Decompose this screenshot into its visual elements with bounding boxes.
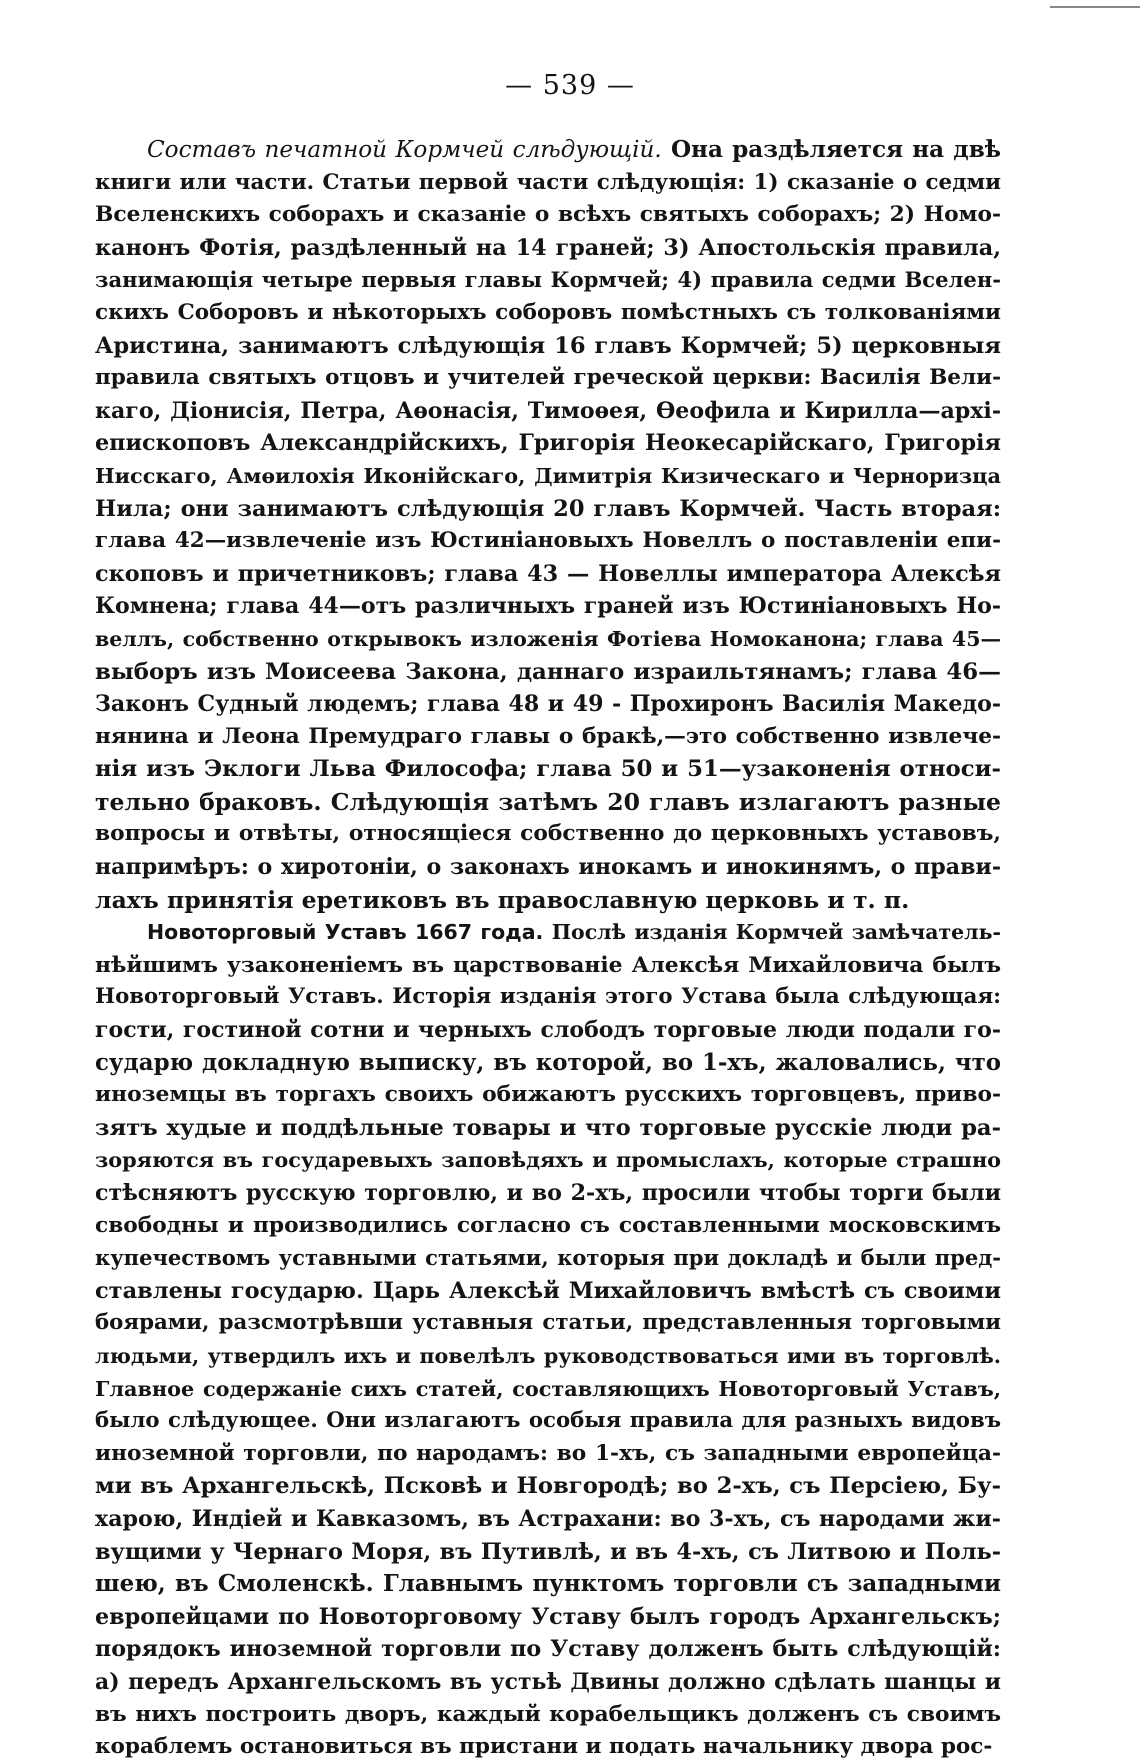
text-line: стѣсняютъ русскую торговлю, и во 2-хъ, просили чтобы торги были	[95, 1180, 1001, 1206]
text-line: европейцами по Новоторговому Уставу былъ городъ Архангельскъ;	[95, 1603, 1001, 1630]
text-line: шею, въ Смоленскѣ. Главнымъ пунктомъ торговли съ западными	[95, 1570, 1001, 1598]
paragraph-novotorgovy-ustav	[95, 916, 1001, 1763]
text-line: выборъ изъ Моисеева Закона, даннаго израильтянамъ; глава 46—	[95, 658, 1001, 685]
text-line: Новоторговый Уставъ. Исторія изданія этого Устава была слѣдующая:	[95, 984, 1001, 1010]
page-body	[95, 134, 1001, 1764]
text-line: въ нихъ построить дворъ, каждый корабельщикъ долженъ съ своимъ	[95, 1701, 1001, 1727]
text-line: канонъ Фотія, раздѣленный на 14 граней; 3) Апостольскія правила,	[95, 234, 1001, 261]
text-line: ставлены государю. Царь Алексѣй Михайловичъ вмѣстѣ съ своими	[95, 1277, 1001, 1304]
text-line: вущими у Чернаго Моря, въ Путивлѣ, и въ 4-хъ, съ Литвою и Поль-	[95, 1538, 1001, 1565]
text-line: глава 42—извлеченіе изъ Юстиніановыхъ Новеллъ о поставленіи епи-	[95, 528, 1001, 554]
text-line: было слѣдующее. Они излагаютъ особыя правила для разныхъ видовъ	[95, 1408, 1001, 1434]
text-line: порядокъ иноземной торговли по Уставу долженъ быть слѣдующій:	[95, 1636, 1001, 1663]
text-line: занимающія четыре первыя главы Кормчей; 4) правила седми Вселен-	[95, 267, 1001, 293]
paragraph-first-line	[95, 916, 1001, 949]
text-line: Нила; они занимаютъ слѣдующія 20 главъ Кормчей. Часть вторая:	[95, 495, 1001, 522]
text-line: тельно браковъ. Слѣдующія затѣмъ 20 главъ излагаютъ разные	[95, 787, 1001, 816]
text-line: сударю докладную выписку, въ которой, во 1-хъ, жаловались, что	[95, 1049, 1001, 1076]
text-line: вопросы и отвѣты, относящіеся собственно до церковныхъ уставовъ,	[95, 821, 1001, 847]
scan-edge-mark	[1050, 6, 1140, 8]
text-line: нія изъ Эклоги Льва Философа; глава 50 и 51—узаконенія относи-	[95, 756, 1001, 783]
text-line: правила святыхъ отцовъ и учителей греческой церкви: Василія Вели-	[95, 365, 1001, 391]
section-heading: Новоторговый Уставъ 1667 года.	[147, 920, 544, 945]
text-line: иноземной торговли, по народамъ: во 1-хъ, съ западными европейца-	[95, 1440, 1001, 1466]
text-line: Аристина, занимаютъ слѣдующія 16 главъ Кормчей; 5) церковныя	[95, 332, 1001, 359]
text-line: Законъ Судный людемъ; глава 48 и 49 - Прохиронъ Василія Македо-	[95, 691, 1001, 718]
text-line: боярами, разсмотрѣвши уставныя статьи, представленныя торговыми	[95, 1310, 1001, 1336]
text-line: иноземцы въ торгахъ своихъ обижаютъ русскихъ торговцевъ, приво-	[95, 1082, 1001, 1108]
text-line: харою, Индіей и Кавказомъ, въ Астрахани: во 3-хъ, съ народами жи-	[95, 1505, 1001, 1532]
text-line: ми въ Архангельскѣ, Псковѣ и Новгородѣ; во 2-хъ, съ Персіею, Бу-	[95, 1473, 1001, 1500]
paragraph-first-line	[95, 134, 1001, 167]
paragraph-kormchaya-composition	[95, 134, 1001, 916]
text-line: епископовъ Александрійскихъ, Григорія Неокесарійскаго, Григорія	[95, 430, 1001, 457]
page-number: — 539 —	[505, 70, 635, 101]
text-line: нѣйшимъ узаконеніемъ въ царствованіе Алексѣя Михайловича былъ	[95, 951, 1001, 978]
text-line: Вселенскихъ соборахъ и сказаніе о всѣхъ святыхъ соборахъ; 2) Номо-	[95, 202, 1001, 228]
text-line: Комнена; глава 44—отъ различныхъ граней изъ Юстиніановыхъ Но-	[95, 593, 1001, 620]
text-line: кораблемъ остановиться въ пристани и подать начальнику двора рос-	[95, 1734, 993, 1760]
text-line: купечествомъ уставными статьями, которыя при докладѣ и были пред-	[95, 1245, 1001, 1271]
text-line: людьми, утвердилъ ихъ и повелѣлъ руководствоваться ими въ торговлѣ.	[95, 1343, 1001, 1368]
italic-lead: Составъ печатной Кормчей слѣдующій.	[147, 137, 662, 163]
text-line: зятъ худые и поддѣльные товары и что торговые русскіе люди ра-	[95, 1114, 1001, 1141]
text-line: гости, гостиной сотни и черныхъ слободъ торговые люди подали го-	[95, 1017, 1001, 1044]
first-line-text: Она раздѣляется на двѣ	[661, 136, 1001, 163]
text-line: а) передъ Архангельскомъ въ устьѣ Двины должно сдѣлать шанцы и	[95, 1668, 1001, 1695]
text-line: напримѣръ: о хиротоніи, о законахъ инокамъ и инокинямъ, о прави-	[95, 854, 1001, 881]
text-line: нянина и Леона Премудраго главы о бракѣ,—это собственно извлече-	[95, 723, 1001, 749]
text-line: Нисскаго, Амѳилохія Иконійскаго, Димитрія Кизическаго и Черноризца	[95, 462, 1001, 488]
text-line: каго, Діонисія, Петра, Аѳонасія, Тимоѳея, Ѳеофила и Кирилла—архі-	[95, 397, 1001, 424]
text-line: скоповъ и причетниковъ; глава 43 — Новеллы императора Алексѣя	[95, 560, 1001, 587]
text-line: веллъ, собственно открывокъ изложенія Фотіева Номоканона; глава 45—	[95, 626, 1001, 651]
text-line: Главное содержаніе сихъ статей, составляющихъ Новоторговый Уставъ,	[95, 1375, 1001, 1401]
text-line: книги или части. Статьи первой части слѣдующія: 1) сказаніе о седми	[95, 169, 1001, 195]
text-line: свободны и производились согласно съ составленными московскимъ	[95, 1212, 1001, 1238]
text-line: лахъ принятія еретиковъ въ православную церковь и т. п.	[95, 885, 910, 914]
text-line: зоряются въ государевыхъ заповѣдяхъ и промыслахъ, которые страшно	[95, 1147, 1001, 1173]
first-line-text: Послѣ изданія Кормчей замѣчатель-	[543, 920, 1002, 945]
text-line: скихъ Соборовъ и нѣкоторыхъ соборовъ помѣстныхъ съ толкованіями	[95, 299, 1001, 325]
